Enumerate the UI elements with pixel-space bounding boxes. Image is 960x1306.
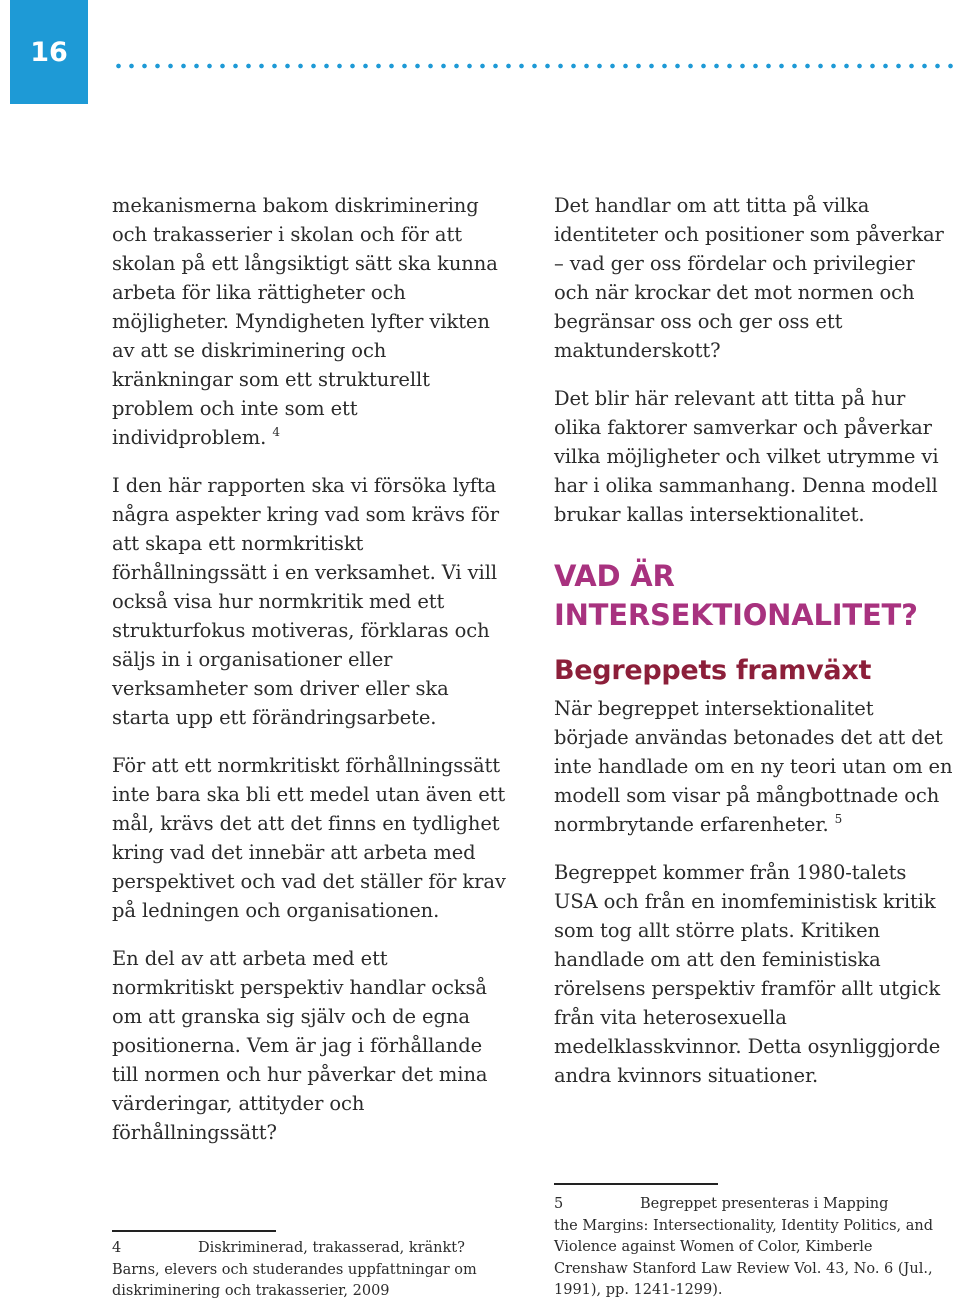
right-paragraph-3: När begreppet intersektionalitet började användas betonades det att det inte handlade om en ny teori utan om en modell som visar på mångbottnade och normbrytande erfarenheter. $^5$ (554, 697, 953, 836)
left-paragraph-2: I den här rapporten ska vi försöka lyfta några aspekter kring vad som krävs för att skapa ett normkritiskt förhållningssätt i en verksamhet. Vi vill också visa hur normkritik med ett strukturfokus motiveras, förklaras och säljs in i organisationer eller verksamheter som driver eller ska starta upp ett förändringsarbete. (112, 474, 500, 729)
footnote-5 (554, 1194, 944, 1302)
left-paragraph-4: En del av att arbeta med ett normkritiskt perspektiv handlar också om att granska sig själv och de egna positionerna. Vem är jag i förhållande till normen och hur påverkar det mina värderingar, attityder och förhållningssätt? (112, 947, 488, 1144)
footnote-rule-left (112, 1230, 276, 1232)
right-column (554, 191, 954, 1109)
left-paragraph-1: mekanismerna bakom diskriminering och trakasserier i skolan och för att skolan på ett långsiktigt sätt ska kunna arbeta för lika rättigheter och möjligheter. Myndigheten lyfter vikten av att se diskriminering och kränkningar som ett strukturellt problem och inte som ett individproblem. $^4$ (112, 194, 498, 449)
section-heading: VAD ÄR INTERSEKTIONALITET? (554, 559, 918, 632)
dotted-header-rule (112, 63, 958, 69)
footnote-5-text: the Margins: Intersectionality, Identity Politics, and Violence against Women of Color, Kimberle Crenshaw Stanford Law Review Vol. 43, No. 6 (Jul., 1991), pp. 1241-1299). (554, 1217, 933, 1298)
footnote-5-line1: Begreppet presenteras i Mapping (640, 1196, 889, 1212)
right-paragraph-4: Begreppet kommer från 1980-talets USA och från en inomfeministisk kritik som tog allt större plats. Kritiken handlade om att den feministiska rörelsens perspektiv framför allt utgick från vita heterosexuella medelklasskvinnor. Detta osynliggjorde andra kvinnors situationer. (554, 861, 941, 1087)
right-paragraph-1: Det handlar om att titta på vilka identiteter och positioner som påverkar – vad ger oss fördelar och privilegier och när krockar det mot normen och begränsar oss och ger oss ett maktunderskott? (554, 194, 944, 362)
subheading: Begreppets framväxt (554, 655, 872, 686)
page-number-tab (10, 0, 88, 104)
footnote-4-line1: Diskriminerad, trakasserad, kränkt? (198, 1240, 465, 1256)
footnote-ref-4[interactable]: 4 (272, 425, 280, 439)
footnote-ref-5[interactable]: 5 (834, 812, 843, 826)
footnote-4 (112, 1238, 512, 1303)
left-column (112, 191, 512, 1166)
left-paragraph-3: För att ett normkritiskt förhållningssätt inte bara ska bli ett medel utan även ett mål, krävs det att det finns en tydlighet kring vad det innebär att arbeta med perspektivet och vad det ställer för krav på ledningen och organisationen. (112, 754, 506, 922)
footnote-4-number: 4 (112, 1240, 122, 1256)
footnote-rule-right (554, 1183, 718, 1185)
footnote-4-text: Barns, elevers och studerandes uppfattningar om diskriminering och trakasserier, 2009 (112, 1261, 477, 1299)
footnote-5-number: 5 (554, 1196, 564, 1212)
right-paragraph-2: Det blir här relevant att titta på hur olika faktorer samverkar och påverkar vilka möjligheter och vilket utrymme vi har i olika sammanhang. Denna modell brukar kallas intersektionalitet. (554, 387, 939, 526)
page-number: 16 (30, 36, 68, 68)
